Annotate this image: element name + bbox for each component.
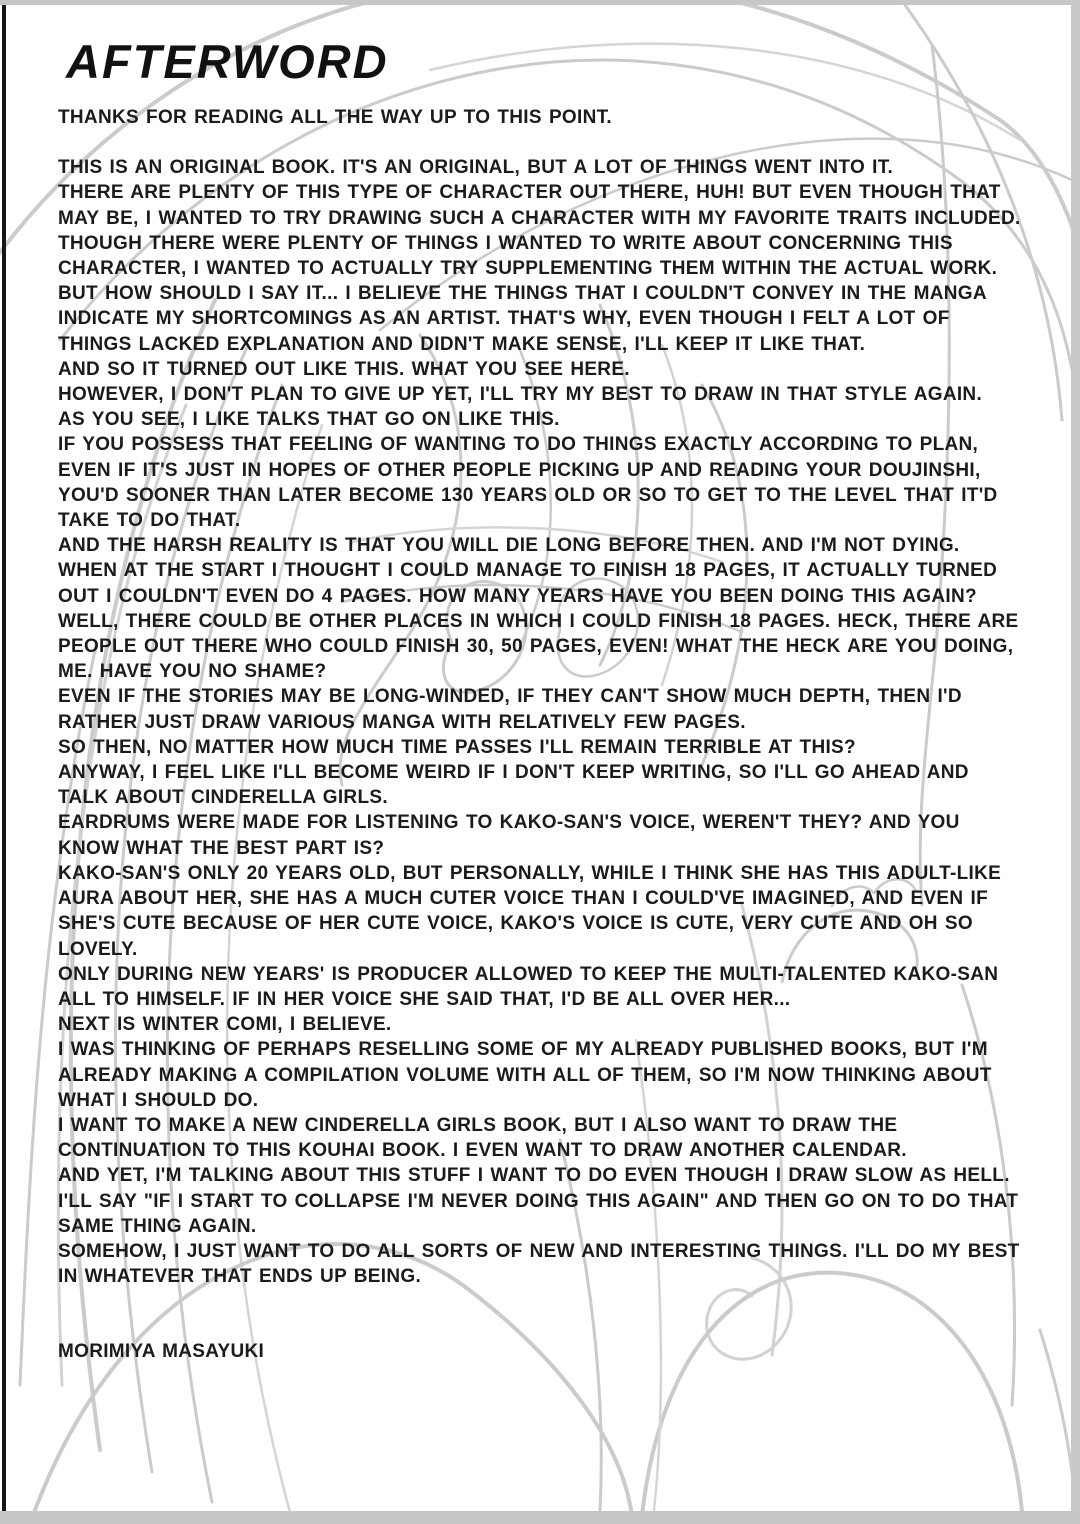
paragraph: WELL, THERE COULD BE OTHER PLACES IN WHICH I COULD FINISH 18 PAGES. HECK, THERE ARE PEOPLE OUT THERE WHO COULD FINISH 30, 50 PAGES, EVEN! WHAT THE HECK ARE YOU DOING, ME. HAVE YOU NO SHAME?	[58, 610, 1019, 683]
paragraph: KAKO-SAN'S ONLY 20 YEARS OLD, BUT PERSONALLY, WHILE I THINK SHE HAS THIS ADULT-LIKE AURA ABOUT HER, SHE HAS A MUCH CUTER VOICE THAN I COULD'VE IMAGINED, AND EVEN IF SHE'S CUTE BECAUSE OF HER CUTE VOICE, KAKO'S VOICE IS CUTE, VERY CUTE AND OH SO LOVELY.	[58, 862, 1002, 960]
scan-edge-left	[2, 5, 6, 1511]
paragraph: AND YET, I'M TALKING ABOUT THIS STUFF I WANT TO DO EVEN THOUGH I DRAW SLOW AS HELL. I'LL SAY "IF I START TO COLLAPSE I'M NEVER DOING THIS AGAIN" AND THEN GO ON TO DO THAT SAME THING AGAIN.	[58, 1165, 1019, 1237]
paragraph: THERE ARE PLENTY OF THIS TYPE OF CHARACTER OUT THERE, HUH! BUT EVEN THOUGH THAT MAY BE, I WANTED TO TRY DRAWING SUCH A CHARACTER WITH MY FAVORITE TRAITS INCLUDED.	[58, 182, 1021, 229]
paragraph: NEXT IS WINTER COMI, I BELIEVE.	[58, 1014, 392, 1036]
scan-edge-top	[0, 0, 1080, 5]
paragraph: I WAS THINKING OF PERHAPS RESELLING SOME OF MY ALREADY PUBLISHED BOOKS, BUT I'M ALREADY MAKING A COMPILATION VOLUME WITH ALL OF THEM, SO I'M NOW THINKING ABOUT WHAT I SHOULD DO.	[58, 1039, 992, 1111]
scan-edge-bottom	[0, 1511, 1080, 1524]
page-title: AFTERWORD	[66, 35, 389, 88]
scan-edge-right	[1071, 0, 1080, 1524]
paragraph: WHEN AT THE START I THOUGHT I COULD MANAGE TO FINISH 18 PAGES, IT ACTUALLY TURNED OUT I COULDN'T EVEN DO 4 PAGES. HOW MANY YEARS HAVE YOU BEEN DOING THIS AGAIN?	[58, 560, 998, 607]
paragraph: BUT HOW SHOULD I SAY IT... I BELIEVE THE THINGS THAT I COULDN'T CONVEY IN THE MANGA INDICATE MY SHORTCOMINGS AS AN ARTIST. THAT'S WHY, EVEN THOUGH I FELT A LOT OF THINGS LACKED EXPLANATION AND DIDN'T MAKE SENSE, I'LL KEEP IT LIKE THAT.	[58, 283, 987, 355]
afterword-text-block	[58, 34, 1022, 1365]
paragraph: SO THEN, NO MATTER HOW MUCH TIME PASSES I'LL REMAIN TERRIBLE AT THIS?	[58, 736, 856, 758]
paragraph: AND SO IT TURNED OUT LIKE THIS. WHAT YOU SEE HERE.	[58, 358, 630, 380]
paragraph: THOUGH THERE WERE PLENTY OF THINGS I WANTED TO WRITE ABOUT CONCERNING THIS CHARACTER, I WANTED TO ACTUALLY TRY SUPPLEMENTING THEM WITHIN THE ACTUAL WORK.	[58, 232, 998, 280]
paragraph: ANYWAY, I FEEL LIKE I'LL BECOME WEIRD IF I DON'T KEEP WRITING, SO I'LL GO AHEAD AND TALK ABOUT CINDERELLA GIRLS.	[58, 762, 969, 809]
author-signature: MORIMIYA MASAYUKI	[58, 1341, 265, 1363]
paragraph: THIS IS AN ORIGINAL BOOK. IT'S AN ORIGINAL, BUT A LOT OF THINGS WENT INTO IT.	[58, 157, 894, 179]
paragraph: EVEN IF THE STORIES MAY BE LONG-WINDED, IF THEY CAN'T SHOW MUCH DEPTH, THEN I'D RATHER JUST DRAW VARIOUS MANGA WITH RELATIVELY FEW PAGES.	[58, 686, 962, 733]
paragraph: I WANT TO MAKE A NEW CINDERELLA GIRLS BOOK, BUT I ALSO WANT TO DRAW THE CONTINUATION TO THIS KOUHAI BOOK. I EVEN WANT TO DRAW ANOTHER CALENDAR.	[58, 1114, 907, 1162]
paragraph: AS YOU SEE, I LIKE TALKS THAT GO ON LIKE THIS.	[58, 409, 560, 431]
paragraph: HOWEVER, I DON'T PLAN TO GIVE UP YET, I'LL TRY MY BEST TO DRAW IN THAT STYLE AGAIN.	[58, 384, 983, 406]
paragraph: SOMEHOW, I JUST WANT TO DO ALL SORTS OF NEW AND INTERESTING THINGS. I'LL DO MY BEST IN WHATEVER THAT ENDS UP BEING.	[58, 1240, 1020, 1288]
paragraph: EARDRUMS WERE MADE FOR LISTENING TO KAKO-SAN'S VOICE, WEREN'T THEY? AND YOU KNOW WHAT THE BEST PART IS?	[58, 812, 960, 859]
paragraph: ONLY DURING NEW YEARS' IS PRODUCER ALLOWED TO KEEP THE MULTI-TALENTED KAKO-SAN ALL TO HIMSELF. IF IN HER VOICE SHE SAID THAT, I'D BE ALL OVER HER...	[58, 963, 999, 1010]
intro-line: THANKS FOR READING ALL THE WAY UP TO THIS POINT.	[58, 107, 612, 128]
paragraph: IF YOU POSSESS THAT FEELING OF WANTING TO DO THINGS EXACTLY ACCORDING TO PLAN, EVEN IF IT'S JUST IN HOPES OF OTHER PEOPLE PICKING UP AND READING YOUR DOUJINSHI, YOU'D SOONER THAN LATER BECOME 130 YEARS OLD OR SO TO GET TO THE LEVEL THAT IT'D TAKE TO DO THAT.	[58, 434, 998, 532]
paragraph: AND THE HARSH REALITY IS THAT YOU WILL DIE LONG BEFORE THEN. AND I'M NOT DYING.	[58, 535, 960, 557]
